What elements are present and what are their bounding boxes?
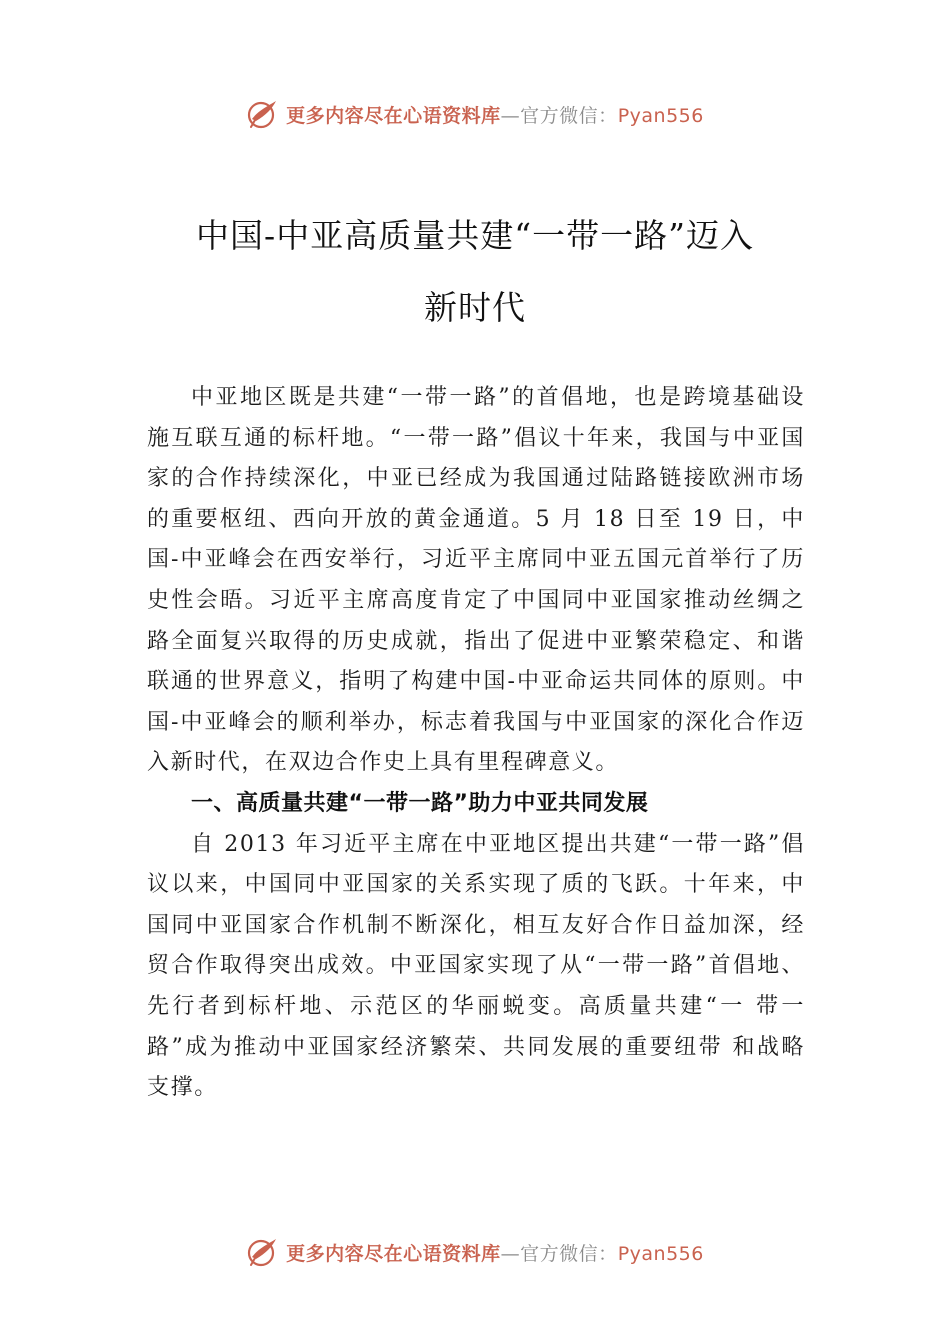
title-line-1: 中国-中亚高质量共建“一带一路”迈入 bbox=[196, 216, 754, 255]
paragraph-section-1: 自 2013 年习近平主席在中亚地区提出共建“一带一路”倡议以来，中国同中亚国家的关系实现了质的飞跃。十年来，中国同中亚国家合作机制不断深化，相互友好合作日益加深，经贸合作取得突出成效。中亚国家实现了从“一带一路”首倡地、先行者到标杆地、示范区的华丽蜕变。高质量共建“一 带一路”成为推动中亚国家经济繁荣、共同发展的重要纽带 和战略支撑。 bbox=[147, 831, 805, 1101]
watermark-separator: — bbox=[500, 1242, 521, 1265]
watermark-wechat-id: Pyan556 bbox=[617, 104, 704, 127]
watermark-text bbox=[286, 1239, 704, 1266]
watermark-separator: — bbox=[500, 104, 521, 127]
document-body bbox=[147, 378, 805, 1109]
header-watermark bbox=[0, 94, 950, 134]
section-heading-1: 一、高质量共建“一带一路”助力中亚共同发展 bbox=[191, 790, 649, 816]
footer-watermark bbox=[0, 1232, 950, 1272]
quill-pen-logo-icon bbox=[246, 1235, 280, 1269]
paragraph-intro: 中亚地区既是共建“一带一路”的首倡地，也是跨境基础设施互联互通的标杆地。“一带一路”倡议十年来，我国与中亚国家的合作持续深化，中亚已经成为我国通过陆路链接欧洲市场的重要枢纽、西向开放的黄金通道。5 月 18 日至 19 日，中国-中亚峰会在西安举行，习近平主席同中亚五国元首举行了历史性会晤。习近平主席高度肯定了中国同中亚国家推动丝绸之路全面复兴取得的历史成就，指出了促进中亚繁荣稳定、和谐联通的世界意义，指明了构建中国-中亚命运共同体的原则。中国-中亚峰会的顺利举办，标志着我国与中亚国家的深化合作迈入新时代，在双边合作史上具有里程碑意义。 bbox=[147, 385, 805, 776]
watermark-label: 官方微信： bbox=[520, 104, 618, 127]
title-line-2: 新时代 bbox=[424, 288, 526, 327]
document-title bbox=[100, 200, 850, 344]
watermark-brand: 更多内容尽在心语资料库 bbox=[286, 1242, 501, 1265]
watermark-label: 官方微信： bbox=[520, 1242, 618, 1265]
watermark-brand: 更多内容尽在心语资料库 bbox=[286, 104, 501, 127]
quill-pen-logo-icon bbox=[246, 97, 280, 131]
watermark-wechat-id: Pyan556 bbox=[617, 1242, 704, 1265]
watermark-text bbox=[286, 101, 704, 128]
